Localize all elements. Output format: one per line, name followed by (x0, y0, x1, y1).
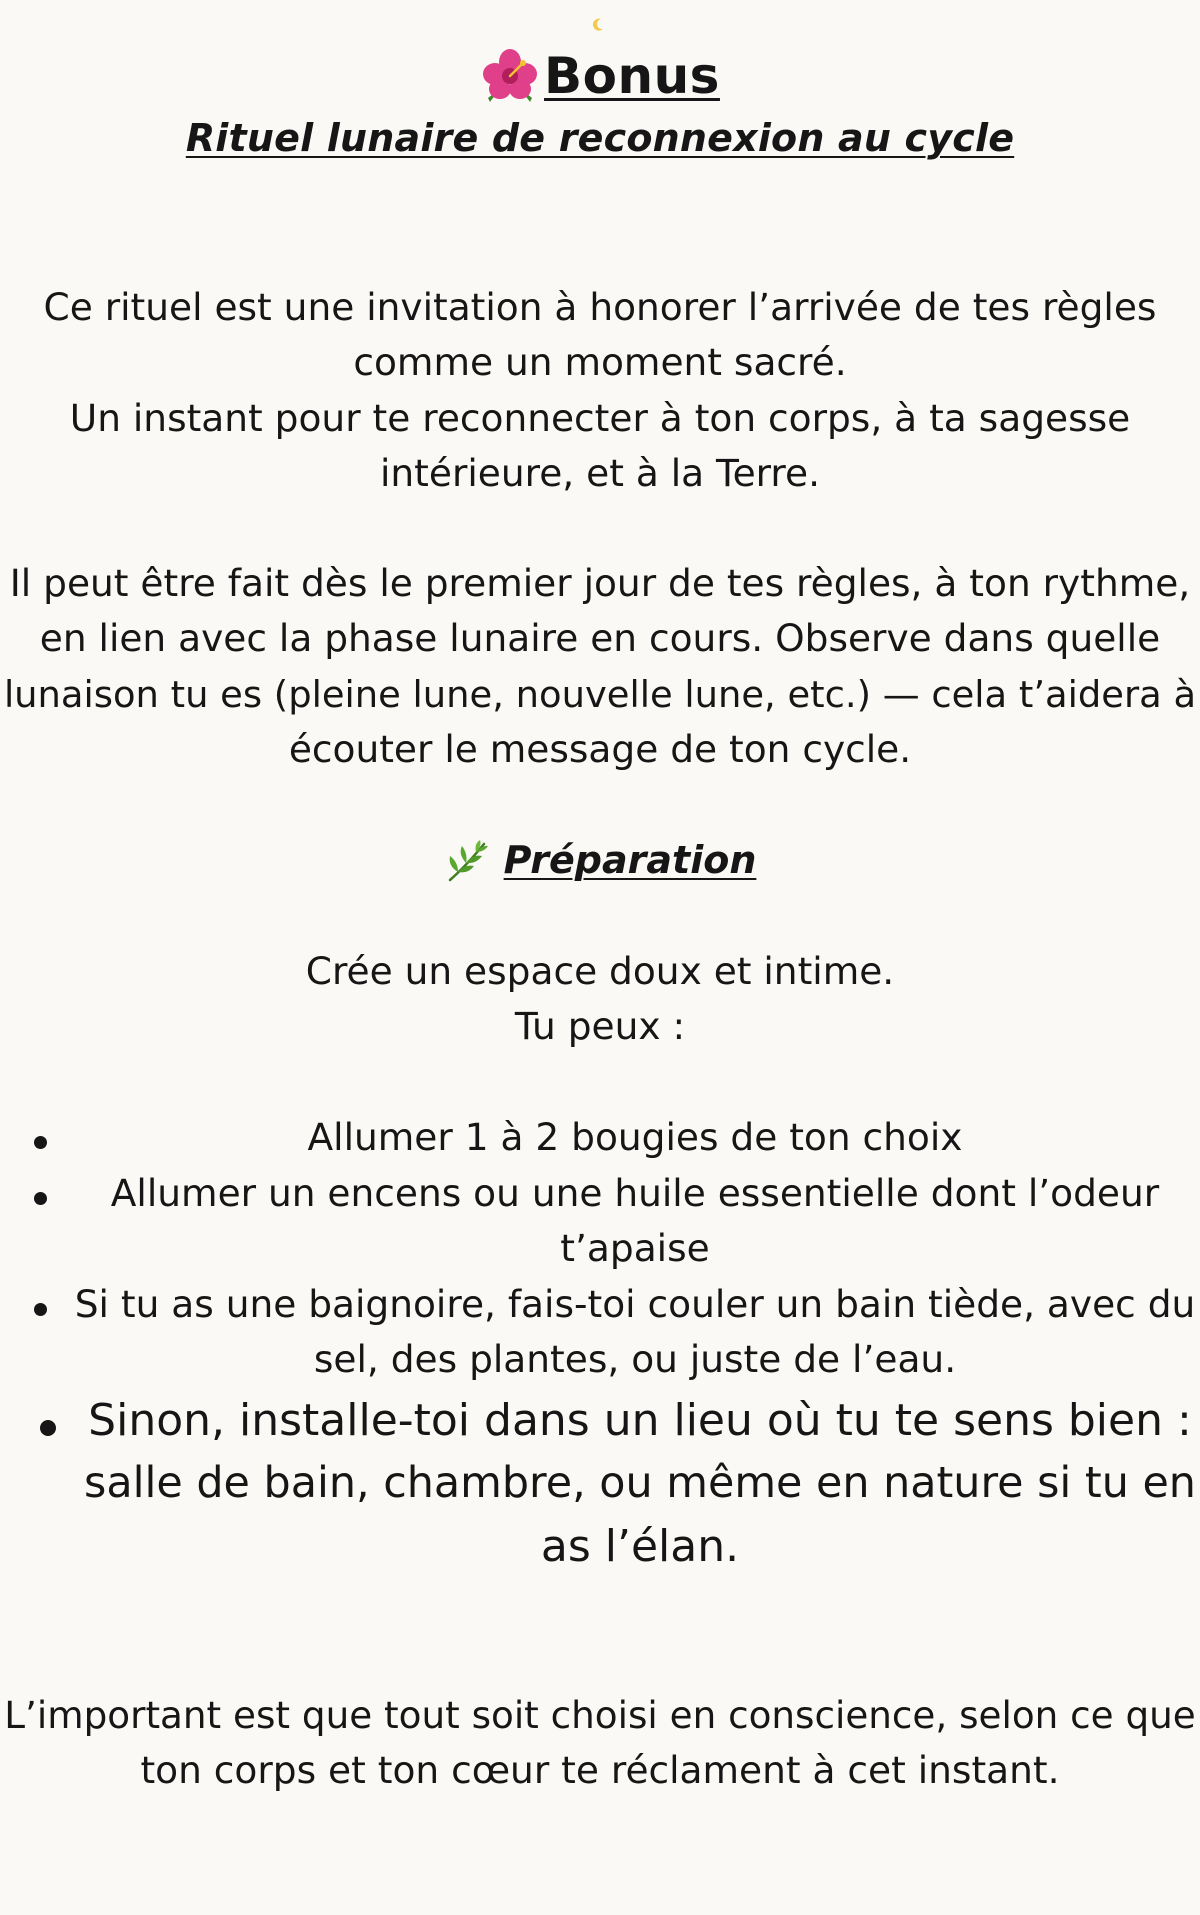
text-line: Crée un espace doux et intime. (305, 949, 895, 993)
text-line: t’apaise (560, 1226, 710, 1271)
preparation-heading-row (0, 834, 1200, 886)
bullet-dot (40, 1420, 56, 1436)
page-subtitle: Rituel lunaire de reconnexion au cycle (185, 116, 1015, 160)
text-line: L’important est que tout soit choisi en conscience, selon ce que (4, 1693, 1196, 1737)
text-line: Allumer un encens ou une huile essentielle dont l’odeur (110, 1171, 1160, 1215)
text-line: Il peut être fait dès le premier jour de tes règles, à ton rythme, (9, 561, 1191, 605)
text-line: Ce rituel est une invitation à honorer l’arrivée de tes règles (43, 285, 1157, 329)
text-line: écouter le message de ton cycle. (288, 726, 912, 771)
text-line: Allumer 1 à 2 bougies de ton choix (307, 1115, 963, 1159)
bullet-dot (34, 1303, 47, 1316)
herb-leaf-icon (444, 836, 492, 884)
preparation-intro (0, 944, 1200, 1055)
bullet-text (60, 1277, 1200, 1388)
text-line: Un instant pour te reconnecter à ton corps, à ta sagesse (69, 395, 1131, 440)
closing-paragraph (0, 1688, 1200, 1799)
title-row (0, 46, 1200, 106)
bullet-dot (34, 1192, 47, 1205)
bullet-dot (34, 1136, 47, 1149)
text-line: comme un moment sacré. (353, 340, 847, 385)
bullet-text (80, 1389, 1200, 1578)
text-line: salle de bain, chambre, ou même en nature si tu en (84, 1458, 1196, 1508)
text-line: lunaison tu es (pleine lune, nouvelle lune, etc.) — cela t’aidera à (3, 672, 1197, 716)
bullet-text (60, 1110, 1200, 1165)
text-line: sel, des plantes, ou juste de l’eau. (313, 1337, 957, 1382)
text-line: Si tu as une baignoire, fais-toi couler un bain tiède, avec du (74, 1282, 1196, 1326)
timing-paragraph (0, 556, 1200, 777)
text-line: as l’élan. (540, 1521, 740, 1572)
hibiscus-icon (480, 46, 540, 106)
text-line: en lien avec la phase lunaire en cours. Observe dans quelle (39, 616, 1161, 661)
crescent-moon-icon (590, 17, 606, 33)
text-line: intérieure, et à la Terre. (379, 450, 820, 495)
preparation-heading: Préparation (503, 838, 757, 882)
intro-paragraph (0, 280, 1200, 501)
text-line: ton corps et ton cœur te réclament à cet instant. (140, 1748, 1060, 1793)
text-line: Tu peux : (514, 1004, 686, 1049)
bullet-text (60, 1166, 1200, 1277)
text-line: Sinon, installe-toi dans un lieu où tu te sens bien : (88, 1395, 1192, 1446)
page-title: Bonus (544, 47, 720, 105)
